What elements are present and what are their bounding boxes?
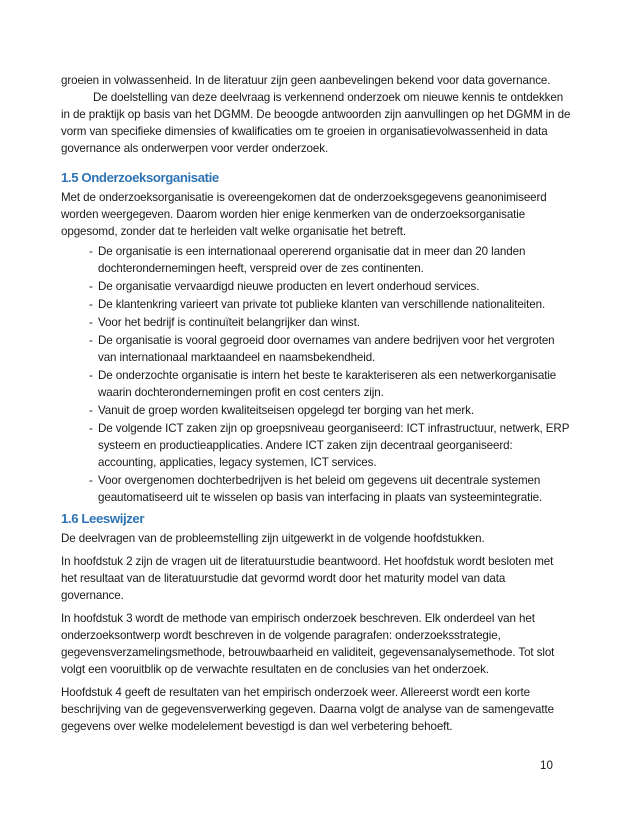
paragraph-organisation-intro: Met de onderzoeksorganisatie is overeengekomen dat de onderzoeksgegevens geanonimiseerd worden weergegeven. Daarom worden hier enige kenmerken van de onderzoeksorganisatie opgesomd, zonder dat te herleiden valt welke organisatie het betreft.: [61, 191, 547, 238]
list-item: - De klantenkring varieert van private tot publieke klanten van verschillende nationaliteiten.: [61, 296, 571, 313]
list-item: - De organisatie is vooral gegroeid door overnames van andere bedrijven voor het vergroten van internationaal marktaandeel en naamsbekendheid.: [61, 332, 571, 366]
paragraph-chapter-4: Hoofdstuk 4 geeft de resultaten van het empirisch onderzoek weer. Allereerst wordt een korte beschrijving van de gegevensverwerking gegeven. Daarna volgt de analyse van de samengevatte gegevens over welke modelelement bevestigd is dan wel verbetering behoeft.: [61, 686, 554, 733]
list-item: - De volgende ICT zaken zijn op groepsniveau georganiseerd: ICT infrastructuur, netwerk, ERP systeem en productieapplicaties. Andere ICT zaken zijn decentraal georganiseerd: accounting, applicaties, legacy systemen, ICT services.: [61, 420, 571, 471]
list-item: - Vanuit de groep worden kwaliteitseisen opgelegd ter borging van het merk.: [61, 402, 571, 419]
paragraph-reading-guide-intro: De deelvragen van de probleemstelling zijn uitgewerkt in de volgende hoofdstukken.: [61, 532, 485, 545]
section-heading-leeswijzer: 1.6 Leeswijzer: [61, 511, 145, 526]
list-item: - Voor overgenomen dochterbedrijven is het beleid om gegevens uit decentrale systemen geautomatiseerd uit te wisselen op basis van interfacing in plaats van systeemintegratie.: [61, 472, 571, 506]
list-item: - De onderzochte organisatie is intern het beste te karakteriseren als een netwerkorganisatie waarin dochterondernemingen profit en cost centers zijn.: [61, 367, 571, 401]
section-heading-onderzoeksorganisatie: 1.5 Onderzoeksorganisatie: [61, 170, 219, 185]
list-item: - Voor het bedrijf is continuïteit belangrijker dan winst.: [61, 314, 571, 331]
list-item: - De organisatie is een internationaal opererend organisatie dat in meer dan 20 landen dochterondernemingen heeft, verspreid over de zes continenten.: [61, 243, 571, 277]
paragraph-objective: De doelstelling van deze deelvraag is verkennend onderzoek om nieuwe kennis te ontdekken in de praktijk op basis van het DGMM. De beoogde antwoorden zijn aanvullingen op het DGMM in de vorm van specifieke dimensies of kwalificaties om te groeien in organisatievolwassenheid in data governance als onderwerpen voor verder onderzoek.: [61, 91, 571, 155]
paragraph-chapter-3: In hoofdstuk 3 wordt de methode van empirisch onderzoek beschreven. Elk onderdeel van het onderzoeksontwerp wordt beschreven in de volgende paragrafen: onderzoeksstrategie, gegevensverzamelingsmethode, betrouwbaarheid en validiteit, gegevensanalysemethode. Tot slot volgt een vooruitblik op de verwachte resultaten en de conclusies van het onderzoek.: [61, 612, 555, 676]
page-number: 10: [540, 759, 553, 772]
paragraph-chapter-2: In hoofdstuk 2 zijn de vragen uit de literatuurstudie beantwoord. Het hoofdstuk wordt besloten met het resultaat van de literatuurstudie dat gevormd wordt door het maturity model van data governance.: [61, 555, 554, 602]
paragraph-continuation: groeien in volwassenheid. In de literatuur zijn geen aanbevelingen bekend voor data governance.: [61, 74, 551, 87]
document-page: [61, 72, 571, 735]
list-item: - De organisatie vervaardigd nieuwe producten en levert onderhoud services.: [61, 278, 571, 295]
organisation-characteristics-list: [61, 243, 571, 506]
